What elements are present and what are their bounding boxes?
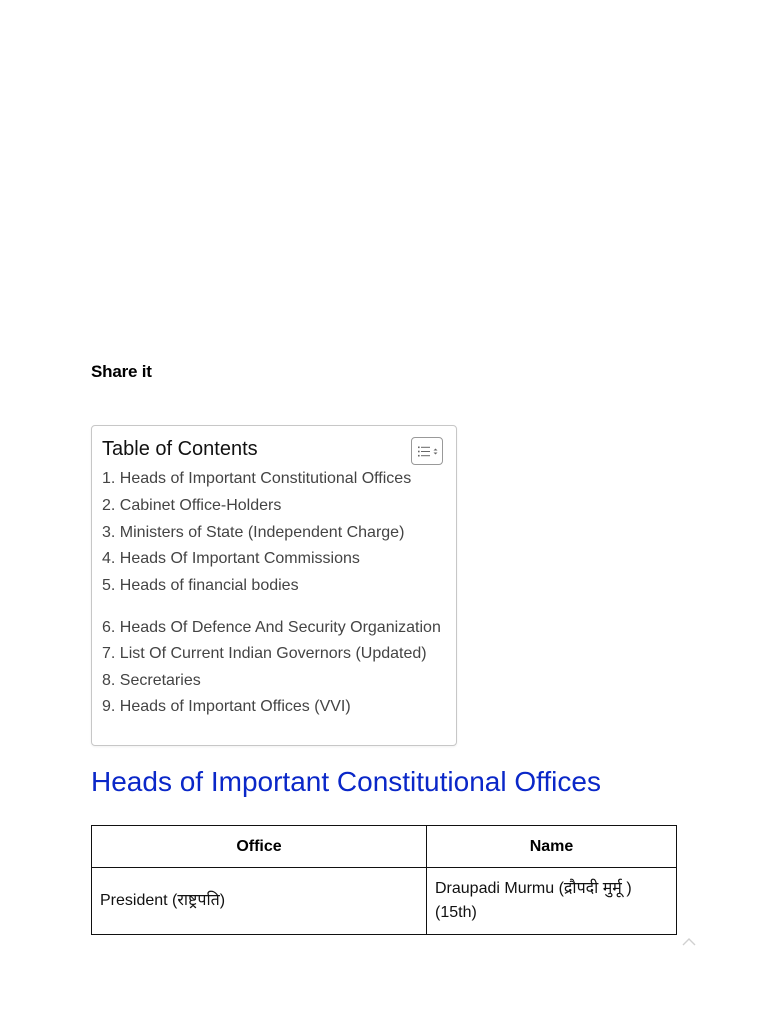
toc-item[interactable]: 5. Heads of financial bodies: [102, 577, 299, 594]
toc-item[interactable]: 4. Heads Of Important Commissions: [102, 550, 360, 567]
toc-item[interactable]: 6. Heads Of Defence And Security Organization: [102, 619, 441, 636]
toc-title: Table of Contents: [102, 438, 258, 460]
column-header-office: Office: [92, 826, 427, 868]
list-toggle-icon: [417, 445, 439, 458]
table-header-row: [92, 826, 677, 868]
toc-item[interactable]: 8. Secretaries: [102, 672, 201, 689]
section-heading: Heads of Important Constitutional Offices: [91, 766, 601, 797]
toc-item[interactable]: 3. Ministers of State (Independent Charge): [102, 524, 405, 541]
toc-item[interactable]: 1. Heads of Important Constitutional Offices: [102, 470, 412, 487]
toc-item[interactable]: 9. Heads of Important Offices (VVI): [102, 698, 351, 715]
name-cell: Draupadi Murmu (द्रौपदी मुर्मू ) (15th): [427, 868, 677, 935]
scroll-to-top-button[interactable]: [680, 934, 698, 948]
offices-table: [91, 825, 677, 935]
table-of-contents: [91, 425, 457, 746]
table-row: [92, 868, 677, 935]
toc-item[interactable]: 2. Cabinet Office-Holders: [102, 497, 282, 514]
share-it-label: Share it: [91, 362, 152, 381]
toc-item[interactable]: 7. List Of Current Indian Governors (Updated): [102, 645, 427, 662]
toc-toggle-button[interactable]: [411, 437, 443, 465]
chevron-up-icon: [680, 934, 698, 948]
office-cell: President (राष्ट्रपति): [92, 868, 427, 935]
column-header-name: Name: [427, 826, 677, 868]
